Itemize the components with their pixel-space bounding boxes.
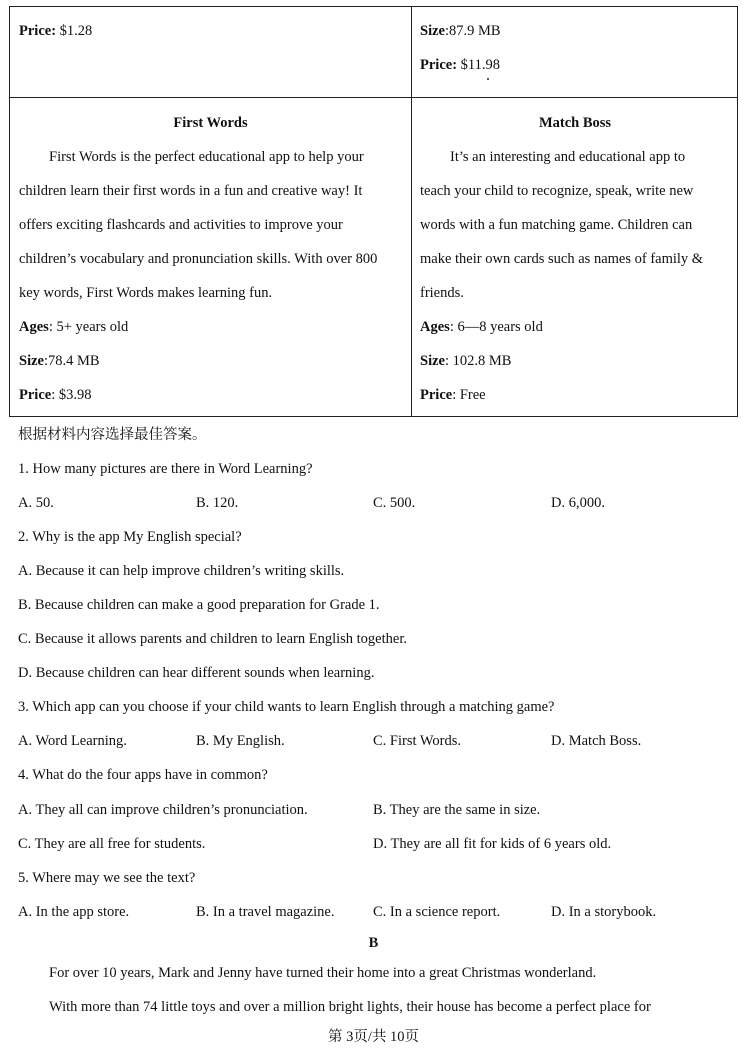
row1-left-price bbox=[19, 22, 92, 40]
first-words-desc-line: children learn their first words in a fun and creative way! It bbox=[19, 183, 363, 199]
app-info-table bbox=[9, 6, 738, 417]
question-stem: 1. How many pictures are there in Word Learning? bbox=[18, 461, 313, 477]
option-b: B. In a travel magazine. bbox=[196, 904, 335, 920]
first-words-desc-line: offers exciting flashcards and activities to improve your bbox=[19, 217, 343, 233]
size-value: : 102.8 MB bbox=[444, 353, 512, 369]
option-a: A. They all can improve children’s pronunciation. bbox=[18, 802, 308, 818]
option-d: D. In a storybook. bbox=[551, 904, 657, 920]
option-b: B. Because children can make a good preparation for Grade 1. bbox=[18, 597, 380, 613]
price-value: : $3.98 bbox=[51, 387, 92, 403]
question-stem: 5. Where may we see the text? bbox=[18, 870, 196, 886]
option-a: A. Word Learning. bbox=[18, 733, 127, 749]
option-b: B. 120. bbox=[196, 495, 239, 511]
option-a: A. 50. bbox=[18, 495, 54, 511]
option-b: B. They are the same in size. bbox=[373, 802, 541, 818]
ages-label: Ages bbox=[19, 319, 49, 335]
ages-value: : 5+ years old bbox=[48, 319, 129, 335]
option-d: D. They are all fit for kids of 6 years old. bbox=[373, 836, 612, 852]
size-value: :87.9 MB bbox=[444, 23, 501, 39]
option-a: A. In the app store. bbox=[18, 904, 130, 920]
price-label: Price bbox=[420, 387, 453, 403]
option-c: C. 500. bbox=[373, 495, 416, 511]
row1-right-price bbox=[420, 56, 500, 74]
first-words-desc-line: key words, First Words makes learning fun. bbox=[19, 285, 273, 301]
section-b-line: For over 10 years, Mark and Jenny have turned their home into a great Christmas wonderland. bbox=[49, 965, 597, 981]
page-footer: 第 3页/共 10页 bbox=[327, 1029, 420, 1045]
option-d: D. Match Boss. bbox=[551, 733, 642, 749]
option-b: B. My English. bbox=[196, 733, 285, 749]
match-boss-desc-line: It’s an interesting and educational app to bbox=[450, 149, 686, 165]
stray-dot-mark bbox=[487, 78, 489, 80]
option-c: C. They are all free for students. bbox=[18, 836, 206, 852]
first-words-price bbox=[19, 386, 91, 404]
option-d: D. 6,000. bbox=[551, 495, 605, 511]
section-b-line: With more than 74 little toys and over a million bright lights, their house has become a perfect place for bbox=[49, 999, 651, 1015]
size-label: Size bbox=[420, 353, 445, 369]
match-boss-desc-line: make their own cards such as names of family & bbox=[420, 251, 704, 267]
first-words-desc-line: First Words is the perfect educational app to help your bbox=[49, 149, 364, 165]
question-stem: 4. What do the four apps have in common? bbox=[18, 767, 268, 783]
price-label: Price: bbox=[420, 57, 458, 73]
price-label: Price bbox=[19, 387, 52, 403]
size-value: :78.4 MB bbox=[43, 353, 100, 369]
match-boss-title: Match Boss bbox=[538, 115, 612, 131]
table-row-divider bbox=[10, 97, 737, 98]
first-words-title: First Words bbox=[173, 115, 248, 131]
ages-value: : 6—8 years old bbox=[449, 319, 543, 335]
size-label: Size bbox=[19, 353, 44, 369]
instruction-text: 根据材料内容选择最佳答案。 bbox=[18, 427, 207, 443]
option-a: A. Because it can help improve children’s writing skills. bbox=[18, 563, 345, 579]
match-boss-ages bbox=[420, 318, 543, 336]
match-boss-desc-line: words with a fun matching game. Children can bbox=[420, 217, 693, 233]
first-words-desc-line: children’s vocabulary and pronunciation skills. With over 800 bbox=[19, 251, 378, 267]
table-column-divider bbox=[411, 7, 412, 416]
option-c: C. First Words. bbox=[373, 733, 461, 749]
match-boss-desc-line: teach your child to recognize, speak, write new bbox=[420, 183, 694, 199]
question-stem: 3. Which app can you choose if your child wants to learn English through a matching game? bbox=[18, 699, 555, 715]
option-c: C. Because it allows parents and children to learn English together. bbox=[18, 631, 407, 647]
price-value: $11.98 bbox=[457, 57, 500, 73]
first-words-size bbox=[19, 352, 100, 370]
section-b-heading: B bbox=[368, 935, 379, 951]
question-stem: 2. Why is the app My English special? bbox=[18, 529, 242, 545]
row1-right-size bbox=[420, 22, 501, 40]
price-label: Price: bbox=[19, 23, 57, 39]
match-boss-desc-line: friends. bbox=[420, 285, 464, 301]
price-value: : Free bbox=[452, 387, 486, 403]
option-d: D. Because children can hear different sounds when learning. bbox=[18, 665, 375, 681]
price-value: $1.28 bbox=[56, 23, 93, 39]
ages-label: Ages bbox=[420, 319, 450, 335]
match-boss-size bbox=[420, 352, 511, 370]
first-words-ages bbox=[19, 318, 128, 336]
size-label: Size bbox=[420, 23, 445, 39]
match-boss-price bbox=[420, 386, 486, 404]
option-c: C. In a science report. bbox=[373, 904, 501, 920]
